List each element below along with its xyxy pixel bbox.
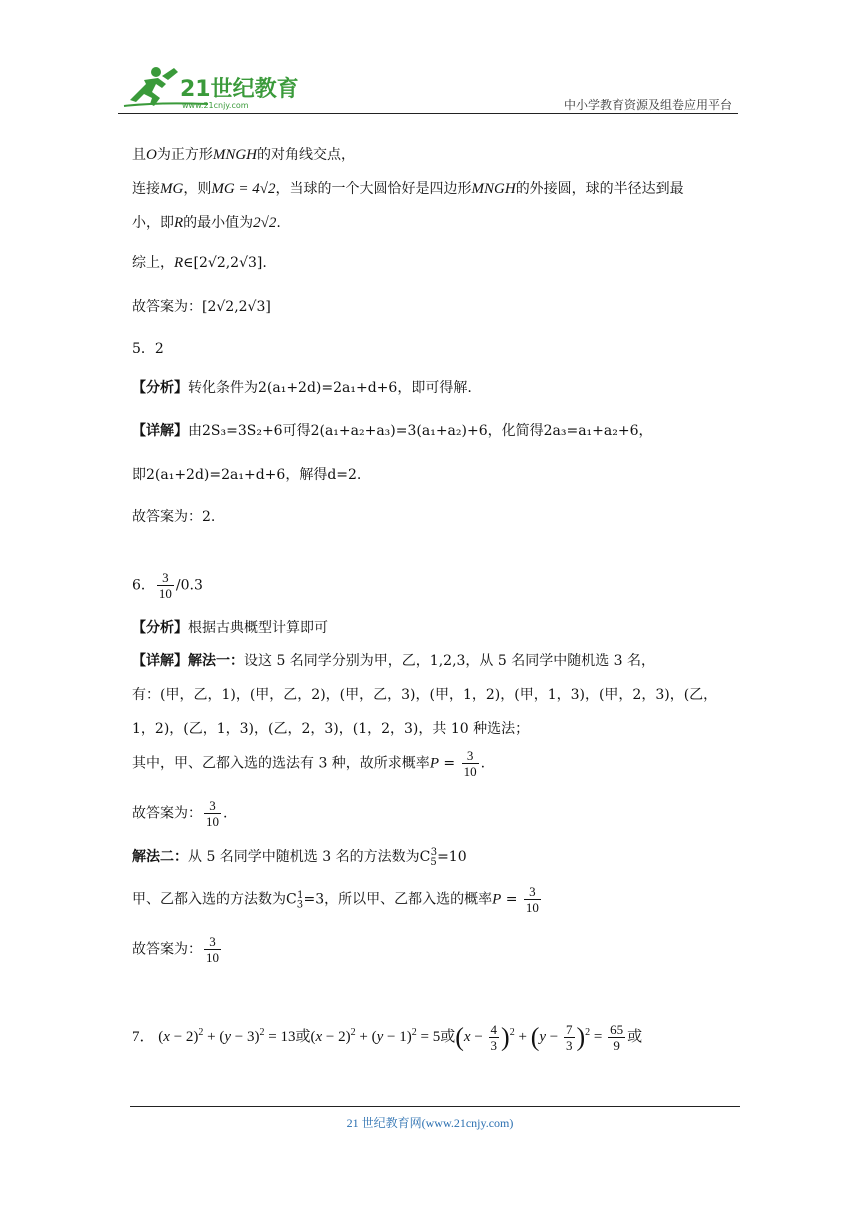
denominator: 10 (206, 950, 219, 965)
math-var: MNGH (471, 181, 516, 197)
math-var: R (174, 255, 184, 271)
math-var: P (492, 891, 502, 908)
runner-icon (130, 67, 178, 106)
text: 6． (132, 577, 155, 594)
question-number: 5．2 (132, 341, 164, 357)
math-var: MG (160, 181, 184, 197)
text: 小，即 (132, 215, 174, 231)
platform-label: 中小学教育资源及组卷应用平台 (563, 98, 732, 112)
question-number: 7． (132, 1028, 155, 1045)
text: ，则 (183, 181, 212, 197)
denominator: 10 (525, 900, 539, 915)
text-line: 即2(a₁+2d)=2a₁+d+6，解得d=2. (132, 467, 362, 483)
text: 其中，甲、乙都入选的选法有 3 种，故所求概率 (132, 755, 430, 772)
denominator: 10 (463, 764, 477, 779)
text-line (132, 252, 267, 272)
header-divider (118, 113, 738, 114)
text: 的对角线交点， (257, 147, 356, 163)
question-7-line: 7． $(x - 2)^2 + (y - 3)^2 = 13$或$(x - 2)^2 + (y - 1)^2 = 5$或(x − $\frac{4}{3}$ )$^2$ + (y − $\frac{7}{3}$ )$^2$ = $\frac{65}{9}$ 或 (132, 1022, 643, 1053)
fraction (524, 884, 541, 915)
page-header (118, 62, 738, 116)
numerator: 3 (157, 570, 174, 586)
logo-subtext: www.21cnjy.com (182, 101, 249, 110)
analysis-tag: 【分析】 (132, 620, 188, 636)
answer-line (132, 934, 223, 965)
fraction (157, 570, 174, 601)
numerator: 3 (524, 884, 541, 900)
text: 或 (627, 1028, 643, 1045)
text: 或 (295, 1028, 311, 1045)
logo-21cnjy (118, 62, 318, 114)
text: 或 (440, 1028, 456, 1045)
detail-line (132, 650, 655, 670)
fraction (204, 934, 221, 965)
numerator: 3 (462, 748, 479, 764)
text-line: 1，2)，(乙，1，3)，(乙，2，3)，(1，2，3)，共 10 种选法； (132, 721, 530, 737)
text: =3，所以甲、乙都入选的概率 (303, 891, 493, 908)
math-expr: MG = 4√2 (211, 181, 276, 197)
text-line (132, 178, 684, 198)
detail-line (132, 420, 653, 440)
analysis-line (132, 377, 472, 397)
text: 转化条件为2(a₁+2d)=2a₁+d+6，即可得解. (188, 380, 472, 396)
text-line (132, 144, 355, 164)
text: . (276, 215, 281, 231)
logo-text: 21世纪教育 (180, 77, 299, 102)
text: =10 (437, 849, 467, 865)
method-label: 解法一： (188, 653, 244, 669)
answer-line: 故答案为：[2√2,2√3] (132, 299, 271, 315)
text: 的外接圆，球的半径达到最 (515, 181, 684, 197)
text: 设这 5 名同学分别为甲，乙，1,2,3，从 5 名同学中随机选 3 名， (244, 653, 656, 669)
text-line: 有：(甲，乙，1)，(甲，乙，2)，(甲，乙，3)，(甲，1，2)，(甲，1，3)，(甲，2，3)，(乙， (132, 687, 718, 703)
denominator: 10 (206, 814, 219, 829)
text: 故答案为： (132, 941, 202, 958)
text: 综上， (132, 255, 174, 271)
numerator: 3 (204, 798, 221, 814)
math-var: P (429, 755, 439, 772)
text: 故答案为： (132, 805, 202, 822)
analysis-tag: 【分析】 (132, 380, 188, 396)
detail-tag: 【详解】 (132, 423, 188, 439)
detail-tag: 【详解】 (132, 653, 188, 669)
answer-line: 故答案为：2. (132, 509, 216, 525)
text: 由2S₃=3S₂+6可得2(a₁+a₂+a₃)=3(a₁+a₂)+6，化简得2a₃=a₁+a₂+6， (188, 423, 653, 439)
footer-divider (130, 1106, 740, 1107)
text-line (132, 212, 281, 232)
text-line: 解法二：从 5 名同学中随机选 3 名的方法数为$C_5^3=10$ (132, 847, 467, 868)
text: 且 (132, 147, 146, 163)
method-label: 解法二： (132, 849, 188, 865)
text: 连接 (132, 181, 160, 197)
text: ，当球的一个大圆恰好是四边形 (275, 181, 472, 197)
math-expr: ∈[2√2,2√3]. (183, 255, 267, 271)
fraction (204, 798, 221, 829)
text: 为正方形 (156, 147, 213, 163)
math-expr: 2√2 (253, 215, 277, 231)
fraction (462, 748, 479, 779)
denominator: 10 (158, 586, 172, 601)
math-var: O (146, 147, 157, 163)
text: /0.3 (175, 577, 203, 594)
footer-link[interactable]: 21 世纪教育网(www.21cnjy.com) (346, 1116, 514, 1130)
answer-line: 故答案为： $\frac{3}{10}$ . (132, 798, 228, 829)
analysis-line (132, 617, 328, 637)
text: 根据古典概型计算即可 (188, 620, 328, 636)
math-var: R (174, 215, 184, 231)
math-var: MNGH (212, 147, 258, 163)
text: 从 5 名同学中随机选 3 名的方法数为C (188, 849, 431, 865)
question-number (132, 570, 203, 601)
text: 的最小值为 (183, 215, 254, 231)
text-line: 甲、乙都入选的方法数为$C_3^1=3$，所以甲、乙都入选的概率P = $\frac{3}{10}$ (132, 884, 539, 915)
text-line: 其中，甲、乙都入选的选法有 3 种，故所求概率P = $\frac{3}{10}$ . (132, 748, 486, 779)
numerator: 3 (204, 934, 221, 950)
text: 甲、乙都入选的方法数为C (132, 891, 297, 908)
